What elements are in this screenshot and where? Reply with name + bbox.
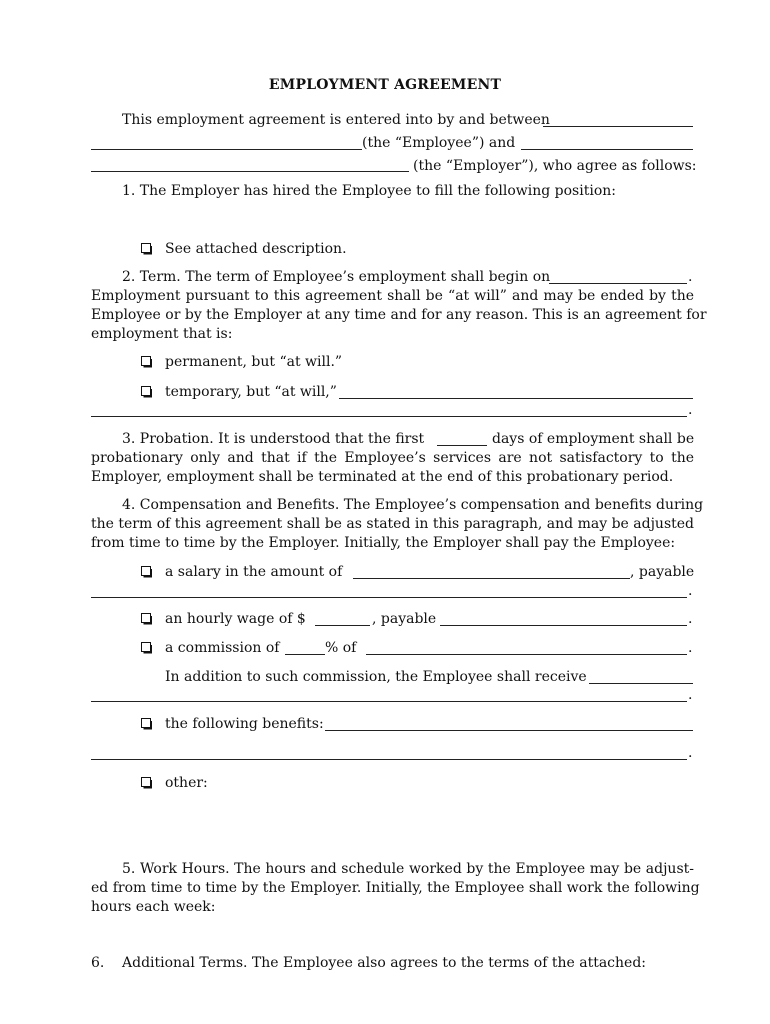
checkbox-benefits[interactable] xyxy=(141,718,153,730)
salary-payable: , payable xyxy=(630,564,695,580)
salary-amount-blank[interactable] xyxy=(353,578,630,579)
checkbox-other[interactable] xyxy=(141,777,153,789)
option-permanent: permanent, but “at will.” xyxy=(165,354,343,370)
option-benefits: the following benefits: xyxy=(165,716,324,732)
section-2-line-4: employment that is: xyxy=(91,326,233,342)
checkbox-see-attached[interactable] xyxy=(141,243,153,255)
checkbox-icon xyxy=(141,777,153,789)
hourly-wage-blank[interactable] xyxy=(315,625,370,626)
option-temporary: temporary, but “at will,” xyxy=(165,384,337,400)
checkbox-icon xyxy=(141,642,153,654)
section-5-line-3: hours each week: xyxy=(91,899,216,915)
checkbox-icon xyxy=(141,386,153,398)
commission-of: % of xyxy=(325,640,357,656)
salary-period: . xyxy=(688,583,693,599)
checkbox-hourly[interactable] xyxy=(141,613,153,625)
option-see-attached: See attached description. xyxy=(165,241,347,257)
party-1-blank[interactable] xyxy=(543,126,693,127)
benefits-blank-a[interactable] xyxy=(325,730,693,731)
intro-line-3: (the “Employer”), who agree as follows: xyxy=(413,158,697,174)
intro-line-1: This employment agreement is entered into by and between xyxy=(122,112,550,128)
option-hourly: an hourly wage of $ xyxy=(165,611,306,627)
commission-basis-blank[interactable] xyxy=(366,654,687,655)
checkbox-icon xyxy=(141,613,153,625)
additional-compensation-text: In addition to such commission, the Employee shall receive xyxy=(165,669,587,685)
hourly-terms-blank[interactable] xyxy=(440,625,687,626)
section-2-period: . xyxy=(688,269,693,285)
checkbox-salary[interactable] xyxy=(141,566,153,578)
option-commission: a commission of xyxy=(165,640,280,656)
section-5-line-2: ed from time to time by the Employer. Initially, the Employee shall work the following xyxy=(91,880,700,896)
checkbox-icon xyxy=(141,718,153,730)
checkbox-icon xyxy=(141,243,153,255)
section-5-line-1: 5. Work Hours. The hours and schedule worked by the Employee may be adjust- xyxy=(122,861,694,877)
section-6-text: Additional Terms. The Employee also agrees to the terms of the attached: xyxy=(122,955,647,971)
checkbox-icon xyxy=(141,566,153,578)
additional-compensation-blank-a[interactable] xyxy=(589,683,693,684)
section-2-line-3: Employee or by the Employer at any time and for any reason. This is an agreement for xyxy=(91,307,707,323)
checkbox-icon xyxy=(141,356,153,368)
temporary-period: . xyxy=(688,402,693,418)
salary-terms-blank[interactable] xyxy=(91,597,687,598)
section-3-line-1a: 3. Probation. It is understood that the first xyxy=(122,431,425,447)
section-4-line-3: from time to time by the Employer. Initially, the Employer shall pay the Employee: xyxy=(91,535,676,551)
benefits-blank-b[interactable] xyxy=(91,759,687,760)
employer-name-blank-b[interactable] xyxy=(91,171,409,172)
document-title: EMPLOYMENT AGREEMENT xyxy=(268,77,502,93)
probation-days-blank[interactable] xyxy=(437,445,487,446)
start-date-blank[interactable] xyxy=(549,283,687,284)
option-other: other: xyxy=(165,775,208,791)
additional-period: . xyxy=(688,687,693,703)
section-4-line-2: the term of this agreement shall be as stated in this paragraph, and may be adjusted xyxy=(91,516,694,532)
section-2-line-1: 2. Term. The term of Employee’s employment shall begin on xyxy=(122,269,551,285)
option-salary: a salary in the amount of xyxy=(165,564,343,580)
commission-period: . xyxy=(688,640,693,656)
additional-compensation-blank-b[interactable] xyxy=(91,701,687,702)
section-1-text: 1. The Employer has hired the Employee to fill the following position: xyxy=(122,183,616,199)
intro-line-2: (the “Employee”) and xyxy=(362,135,516,151)
checkbox-commission[interactable] xyxy=(141,642,153,654)
commission-percent-blank[interactable] xyxy=(285,654,325,655)
hourly-payable: , payable xyxy=(372,611,437,627)
checkbox-permanent[interactable] xyxy=(141,356,153,368)
section-2-line-2: Employment pursuant to this agreement shall be “at will” and may be ended by the xyxy=(91,288,694,304)
employee-name-blank[interactable] xyxy=(91,149,362,150)
benefits-period: . xyxy=(688,745,693,761)
section-6-number: 6. xyxy=(91,955,105,971)
checkbox-temporary[interactable] xyxy=(141,386,153,398)
hourly-period: . xyxy=(688,611,693,627)
temporary-terms-blank-b[interactable] xyxy=(91,416,687,417)
section-4-line-1: 4. Compensation and Benefits. The Employee’s compensation and benefits during xyxy=(122,497,704,513)
employer-name-blank-a[interactable] xyxy=(521,149,693,150)
temporary-terms-blank-a[interactable] xyxy=(339,398,693,399)
section-3-line-2: probationary only and that if the Employee’s services are not satisfactory to the xyxy=(91,450,694,466)
section-3-line-1b: days of employment shall be xyxy=(492,431,695,447)
section-3-line-3: Employer, employment shall be terminated at the end of this probationary period. xyxy=(91,469,674,485)
